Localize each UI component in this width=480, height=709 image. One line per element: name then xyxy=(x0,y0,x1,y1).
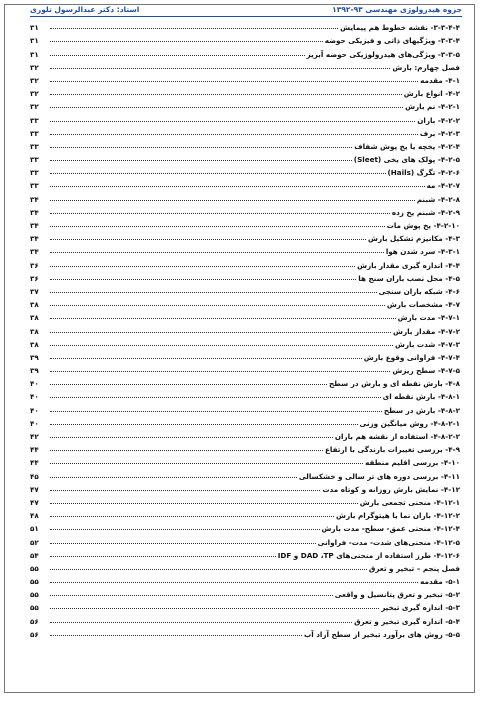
toc-entry-page: ۴۴ xyxy=(30,445,39,455)
toc-entry-title: ۴-۴- اندازه گیری مقدار بارش xyxy=(357,260,460,270)
toc-entry xyxy=(30,547,460,560)
toc-entry-page: ۳۳ xyxy=(30,168,39,178)
toc-entry xyxy=(30,481,460,494)
header-divider xyxy=(30,16,462,17)
dot-leader xyxy=(50,477,297,478)
toc-entry xyxy=(30,98,460,111)
toc-entry-title: ۳-۳-۴-۴- نقشه خطوط هم پیمایش xyxy=(340,23,460,33)
dot-leader xyxy=(50,358,362,359)
dot-leader xyxy=(50,55,305,56)
toc-entry-page: ۳۳ xyxy=(30,141,39,151)
toc-entry-title: ۵-۲- تبخیر و تعرق پتانسیل و واقعی xyxy=(334,590,460,600)
dot-leader xyxy=(50,569,367,570)
toc-entry-page: ۴۰ xyxy=(30,379,39,389)
toc-entry xyxy=(30,296,460,309)
toc-entry-page: ۳۴ xyxy=(30,207,39,217)
toc-entry-page: ۳۱ xyxy=(30,23,39,33)
toc-entry xyxy=(30,428,460,441)
toc-entry-page: ۳۸ xyxy=(30,339,39,349)
toc-entry-title: ۴-۲-۷- مه xyxy=(426,181,460,191)
toc-entry-page: ۴۵ xyxy=(30,471,39,481)
toc-entry xyxy=(30,520,460,533)
toc-entry-title: ۴-۸-۲-۲- استفاده از نقشه هم باران xyxy=(334,432,460,441)
toc-entry-title: ۴-۷- مشخصات بارش xyxy=(386,300,460,310)
toc-entry-title: ۴-۱۲-۵- منحنی‌های شدت- مدت- فراوانی xyxy=(317,537,460,547)
dot-leader xyxy=(50,252,384,253)
toc-entry-title: ۴-۱۲- نمایش بارش روزانه و کوتاه مدت xyxy=(322,484,460,494)
toc-entry-title: ۵-۱- مقدمه xyxy=(420,577,460,587)
toc-entry-page: ۵۵ xyxy=(30,577,39,587)
toc-entry-page: ۵۵ xyxy=(30,590,39,600)
dot-leader xyxy=(50,635,302,636)
toc-entry xyxy=(30,32,460,45)
dot-leader xyxy=(50,134,418,135)
dot-leader xyxy=(50,279,356,280)
toc-entry-page: ۴۰ xyxy=(30,405,39,415)
toc-entry-page: ۳۴ xyxy=(30,234,39,244)
toc-entry-page: ۵۶ xyxy=(30,616,39,626)
toc-entry-page: ۵۴ xyxy=(30,550,39,560)
toc-entry xyxy=(30,72,460,85)
toc-entry-title: ۴-۳-۱- سرد شدن هوا xyxy=(385,247,460,257)
toc-entry-page: ۵۵ xyxy=(30,563,39,573)
toc-entry-title: ۴-۲-۱۰- یخ پوش مات xyxy=(386,221,460,230)
toc-entry-page: ۴۷ xyxy=(30,484,39,494)
dot-leader xyxy=(50,41,323,42)
dot-leader xyxy=(50,68,390,69)
dot-leader xyxy=(50,305,385,306)
toc-entry-title: ۴-۷-۲- مقدار بارش xyxy=(393,326,460,336)
toc-entry-title: ۴-۷-۴- فراوانی وقوع بارش xyxy=(363,352,460,362)
toc-entry-title: فصل پنجم – تبخیر و تعرق xyxy=(368,563,460,573)
dot-leader xyxy=(50,345,393,346)
toc-entry xyxy=(30,626,460,639)
toc-entry-title: ۴-۷-۱- مدت بارش xyxy=(397,313,460,323)
toc-entry xyxy=(30,204,460,217)
toc-entry-page: ۳۲ xyxy=(30,102,39,112)
toc-entry-title: ۵-۴- اندازه گیری تبخیر و تعرق xyxy=(354,616,460,626)
toc-entry xyxy=(30,164,460,177)
toc-entry-page: ۳۴ xyxy=(30,221,39,230)
toc-entry-page: ۳۴ xyxy=(30,247,39,257)
toc-entry-title: ۴-۸-۲-۱- روش میانگین وزنی xyxy=(359,418,460,428)
toc-entry-page: ۳۶ xyxy=(30,273,39,283)
dot-leader xyxy=(50,318,396,319)
toc-entry xyxy=(30,111,460,124)
toc-entry-title: ۴-۲-۹- شبنم یخ زده xyxy=(391,207,460,217)
toc-entry xyxy=(30,415,460,428)
toc-entry-title: ۴-۹- بررسی تغییرات بارندگی با ارتفاع xyxy=(324,445,460,455)
dot-leader xyxy=(50,292,377,293)
toc-entry-page: ۳۴ xyxy=(30,194,39,204)
toc-entry-title: ۴-۶- شبکه باران سنجی xyxy=(378,286,460,296)
toc-entry-title: ۴-۸-۱- بارش نقطه ای xyxy=(382,392,460,402)
toc-entry xyxy=(30,322,460,335)
toc-entry-title: ۵-۳- اندازه گیری تبخیر xyxy=(381,603,460,613)
toc-entry-title: ۴-۱- مقدمه xyxy=(420,75,460,85)
toc-entry xyxy=(30,349,460,362)
toc-entry-page: ۳۲ xyxy=(30,89,39,99)
toc-entry-page: ۴۷ xyxy=(30,497,39,507)
toc-entry xyxy=(30,441,460,454)
toc-entry xyxy=(30,217,460,230)
toc-entry xyxy=(30,151,460,164)
toc-entry-title: ۳-۳-۴- ویژگیهای ذاتی و فیزیکی حوضه xyxy=(324,36,460,46)
toc-entry-title: ۳-۳-۵- ویژگی‌های هیدرولوژیکی حوضه آبریز xyxy=(306,49,460,59)
dot-leader xyxy=(50,226,385,227)
toc-entry xyxy=(30,177,460,190)
dot-leader xyxy=(50,582,418,583)
dot-leader xyxy=(50,437,333,438)
dot-leader xyxy=(50,384,327,385)
toc-entry-page: ۴۰ xyxy=(30,392,39,402)
toc-entry xyxy=(30,401,460,414)
dot-leader xyxy=(50,147,352,148)
dot-leader xyxy=(50,173,386,174)
toc-entry-page: ۴۸ xyxy=(30,511,39,521)
toc-entry-title: ۴-۱۰- بررسی اقلیم منطقه xyxy=(365,458,460,468)
toc-entry-page: ۳۸ xyxy=(30,313,39,323)
toc-entry-page: ۴۲ xyxy=(30,432,39,441)
toc-entry-page: ۳۹ xyxy=(30,366,39,376)
toc-entry-page: ۵۵ xyxy=(30,603,39,613)
toc-entry xyxy=(30,59,460,72)
toc-entry-page: ۳۷ xyxy=(30,286,39,296)
dot-leader xyxy=(50,608,379,609)
dot-leader xyxy=(50,516,334,517)
dot-leader xyxy=(50,332,391,333)
toc-entry-page: ۳۹ xyxy=(30,352,39,362)
toc-entry-title: ۴-۲-۵- پولک های یخی (Sleet) xyxy=(353,155,460,165)
toc-entry-title: ۴-۸-۲- بارش در سطح xyxy=(383,405,460,415)
toc-entry xyxy=(30,375,460,388)
toc-entry-title: ۴-۱۲-۲- باران نما یا هیتوگرام بارش xyxy=(336,511,460,521)
dot-leader xyxy=(50,595,333,596)
toc-entry xyxy=(30,309,460,322)
toc-entry-page: ۳۱ xyxy=(30,49,39,59)
toc-entry-title: ۵-۵- روش های برآورد تبخیر از سطح آزاد آب xyxy=(304,629,460,639)
dot-leader xyxy=(50,107,403,108)
toc-entry-page: ۵۱ xyxy=(30,524,39,534)
toc-entry xyxy=(30,533,460,546)
toc-entry xyxy=(30,586,460,599)
toc-entry-title: ۴-۲-۲- باران xyxy=(417,115,460,125)
toc-entry-title: ۴-۲-۱- نم بارش xyxy=(405,102,460,112)
toc-entry xyxy=(30,190,460,203)
document-title: جزوه هیدرولوژی مهندسی ۹۳-۱۳۹۲ xyxy=(332,5,462,14)
toc-entry-title: ۴-۱۲-۱- منحنی تجمعی بارش xyxy=(359,497,460,507)
toc-entry-title: ۴-۲-۸- شبنم xyxy=(416,194,460,204)
toc-entry-page: ۳۳ xyxy=(30,155,39,165)
dot-leader xyxy=(50,213,390,214)
toc-entry-title: ۴-۲-۴- یخچه یا یخ پوش شفاف xyxy=(354,141,460,151)
toc-entry xyxy=(30,599,460,612)
dot-leader xyxy=(50,121,415,122)
dot-leader xyxy=(50,200,415,201)
toc-entry-page: ۳۳ xyxy=(30,128,39,138)
toc-entry-page: ۳۳ xyxy=(30,115,39,125)
dot-leader xyxy=(50,160,352,161)
toc-entry xyxy=(30,612,460,625)
dot-leader xyxy=(50,81,418,82)
dot-leader xyxy=(50,186,425,187)
dot-leader xyxy=(50,371,390,372)
toc-entry-page: ۳۲ xyxy=(30,62,39,72)
toc-entry xyxy=(30,270,460,283)
toc-entry xyxy=(30,125,460,138)
dot-leader xyxy=(50,450,323,451)
toc-entry-title: ۴-۷-۳- شدت بارش xyxy=(394,339,460,349)
toc-entry-page: ۳۱ xyxy=(30,36,39,46)
dot-leader xyxy=(50,266,355,267)
dot-leader xyxy=(50,490,320,491)
toc-entry-title: ۴-۱۲-۴- منحنی عمق- سطح- مدت بارش xyxy=(321,524,460,534)
dot-leader xyxy=(50,239,366,240)
toc-entry-title: ۴-۲-۶- تگرگ (Hails) xyxy=(387,168,460,178)
toc-entry xyxy=(30,230,460,243)
toc-entry xyxy=(30,467,460,480)
dot-leader xyxy=(50,463,363,464)
toc-entry-title: ۴-۷-۵- سطح ریزش xyxy=(392,366,460,376)
toc-entry-page: ۳۳ xyxy=(30,181,39,191)
toc-entry xyxy=(30,45,460,58)
toc-entry-title: ۴-۳- مکانیزم تشکیل بارش xyxy=(368,234,460,244)
toc-entry-title: ۴-۲-۳- برف xyxy=(419,128,460,138)
toc-entry-title: ۴-۱۱- بررسی دوره های تر سالی و خشکسالی xyxy=(298,471,460,481)
toc-entry-title: فصل چهارم: بارش xyxy=(392,62,460,72)
toc-entry xyxy=(30,362,460,375)
toc-entry xyxy=(30,138,460,151)
toc-entry xyxy=(30,454,460,467)
toc-entry xyxy=(30,494,460,507)
toc-entry xyxy=(30,573,460,586)
toc-entry-page: ۳۸ xyxy=(30,300,39,310)
dot-leader xyxy=(50,28,338,29)
toc-entry xyxy=(30,336,460,349)
dot-leader xyxy=(50,543,316,544)
toc-entry xyxy=(30,19,460,32)
dot-leader xyxy=(50,94,402,95)
toc-entry-page: ۴۴ xyxy=(30,458,39,468)
table-of-contents xyxy=(30,19,460,679)
dot-leader xyxy=(50,529,320,530)
toc-entry-title: ۴-۵- محل نصب باران سنج ها xyxy=(358,273,460,283)
toc-entry xyxy=(30,243,460,256)
toc-entry xyxy=(30,85,460,98)
dot-leader xyxy=(50,397,381,398)
dot-leader xyxy=(50,556,276,557)
instructor-name: استاد: دکتر عبدالرسول تلوری xyxy=(30,5,140,14)
toc-entry-page: ۳۲ xyxy=(30,75,39,85)
toc-entry-title: ۴-۸- بارش نقطه ای و بارش در سطح xyxy=(329,379,460,389)
toc-entry xyxy=(30,507,460,520)
toc-entry xyxy=(30,283,460,296)
toc-entry-page: ۳۸ xyxy=(30,326,39,336)
toc-entry-page: ۵۶ xyxy=(30,629,39,639)
toc-entry-page: ۳۶ xyxy=(30,260,39,270)
dot-leader xyxy=(50,411,382,412)
toc-entry-page: ۵۲ xyxy=(30,537,39,547)
toc-entry-title: ۴-۲- انواع بارش xyxy=(403,89,460,99)
dot-leader xyxy=(50,503,358,504)
toc-entry xyxy=(30,560,460,573)
dot-leader xyxy=(50,424,358,425)
toc-entry xyxy=(30,256,460,269)
dot-leader xyxy=(50,622,352,623)
toc-entry-title: ۴-۱۲-۶- طرز استفاده از منحنی‌های DAD ،TP و IDF xyxy=(277,550,460,560)
toc-entry xyxy=(30,388,460,401)
toc-entry-page: ۴۰ xyxy=(30,418,39,428)
